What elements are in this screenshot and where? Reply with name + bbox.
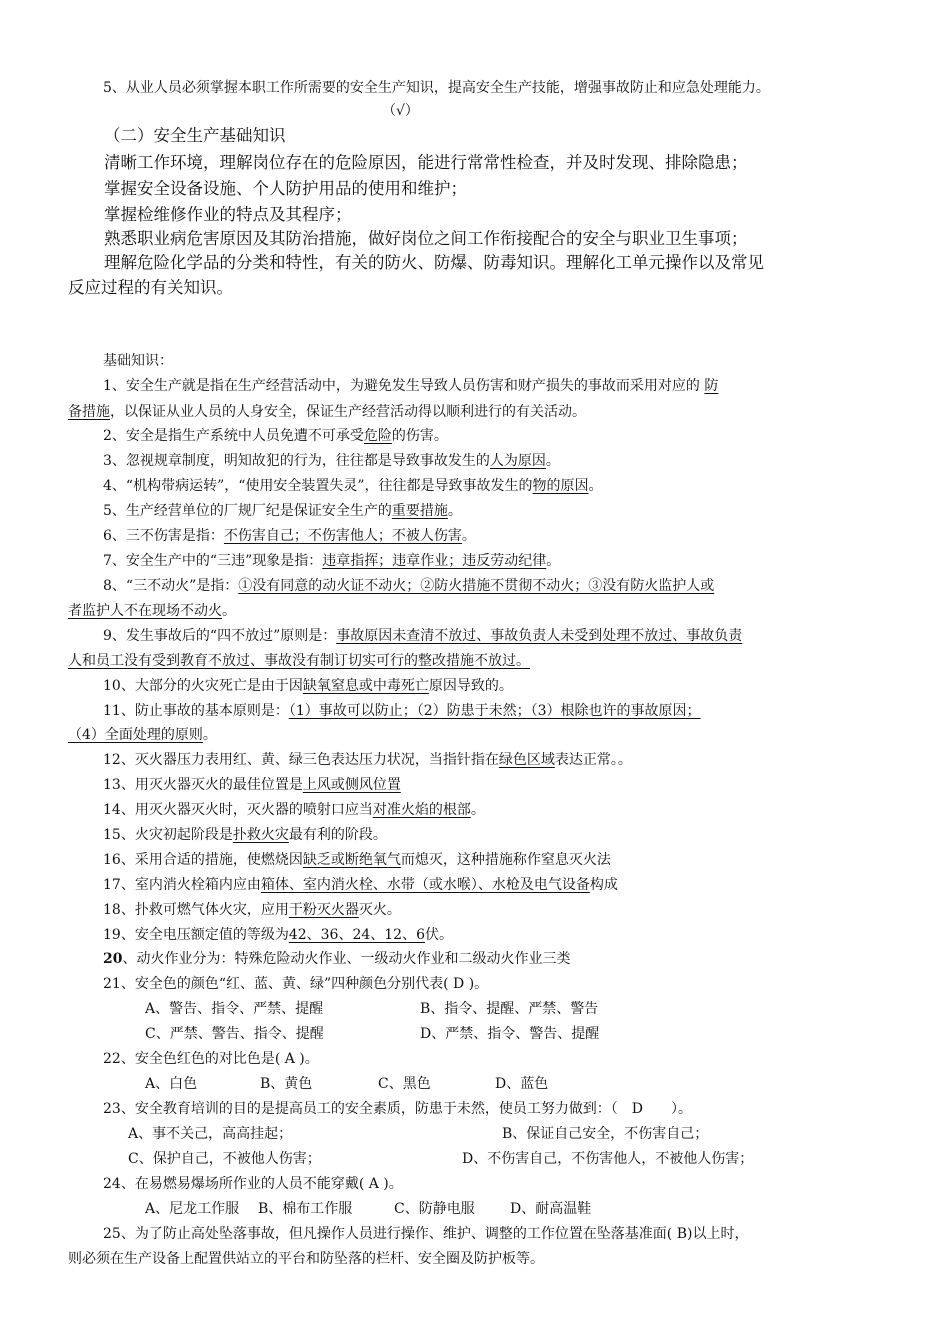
section-paragraph-3: 掌握检维修作业的特点及其程序； xyxy=(104,205,352,224)
option-22-c: C、黑色 xyxy=(378,1076,431,1092)
question-25-cont: 则必须在生产设备上配置供站立的平台和防坠落的栏杆、安全圈及防护板等。 xyxy=(68,1251,544,1267)
answer: 防 xyxy=(704,378,719,394)
option-24-c: C、防静电服 xyxy=(394,1201,475,1217)
answer: 备措施 xyxy=(68,404,110,420)
question-13: 13、用灭火器灭火的最佳位置是上风或侧风位置 xyxy=(103,777,401,793)
question-8-cont: 者监护人不在现场不动火。 xyxy=(68,603,236,619)
question-5: 5、生产经营单位的厂规厂纪是保证安全生产的重要措施。 xyxy=(103,503,462,519)
answer: 缺氧窒息或中毒死亡 xyxy=(302,678,429,694)
answer: 干粉灭火器 xyxy=(288,902,359,918)
answer: 重要措施 xyxy=(391,503,448,519)
option-23-c: C、保护自己，不被他人伤害； xyxy=(128,1151,321,1167)
option-21-c: C、严禁、警告、指令、提醒 xyxy=(145,1026,324,1042)
answer: 危险 xyxy=(363,428,392,444)
question-9-cont xyxy=(68,651,530,673)
question-24: 24、在易燃易爆场所作业的人员不能穿戴( A )。 xyxy=(103,1176,403,1192)
question-1-cont: 备措施，以保证从业人员的人身安全，保证生产经营活动得以顺利进行的有关活动。 xyxy=(68,404,586,420)
question-3: 3、忽视规章制度，明知故犯的行为，往往都是导致事故发生的人为原因。 xyxy=(103,453,560,469)
answer: 事故原因未查清不放过、事故负责人未受到处理不放过、事故负责 xyxy=(336,628,743,644)
question-12: 12、灭火器压力表用红、黄、绿三色表达压力状况，当指针指在绿色区域表达正常。。 xyxy=(103,752,632,768)
question-2: 2、安全是指生产系统中人员免遭不可承受危险的伤害。 xyxy=(103,428,448,444)
answer: ①没有同意的动火证不动火；②防火措施不贯彻不动火；③没有防火监护人或 xyxy=(238,578,715,594)
answer: 不伤害自己；不伤害他人；不被人伤害 xyxy=(223,528,462,544)
option-22-a: A、白色 xyxy=(145,1076,198,1092)
option-24-d: D、耐高温鞋 xyxy=(510,1201,592,1217)
answer: 违章指挥；违章作业；违反劳动纪律 xyxy=(322,553,547,569)
question-16: 16、采用合适的措施，使燃烧因缺乏或断绝氧气而熄灭，这种措施称作窒息灭火法 xyxy=(103,852,611,868)
option-21-d: D、严禁、指令、警告、提醒 xyxy=(420,1026,600,1042)
option-23-b: B、保证自己安全，不伤害自己； xyxy=(502,1126,709,1142)
question-11: 11、防止事故的基本原则是：（1）事故可以防止；（2）防患于未然；（3）根除也许的事故原因； xyxy=(103,703,701,719)
option-21-b: B、指令、提醒、严禁、警告 xyxy=(420,1001,599,1017)
answer: 人和员工没有受到教育不放过、事故没有制订切实可行的整改措施不放过。 xyxy=(68,653,530,669)
answer: 人为原因 xyxy=(489,453,546,469)
option-23-a: A、事不关己，高高挂起； xyxy=(128,1126,293,1142)
question-23: 23、安全教育培训的目的是提高员工的安全素质，防患于未然，使员工努力做到：（ D ）。 xyxy=(103,1101,693,1117)
answer: 42、36、24、12、6 xyxy=(288,927,425,943)
question-1: 1、安全生产就是指在生产经营活动中，为避免发生导致人员伤害和财产损失的事故而采用对应的 防 xyxy=(103,378,719,394)
section-paragraph-5: 理解危险化学品的分类和特性，有关的防火、防爆、防毒知识。理解化工单元操作以及常见 xyxy=(104,253,764,272)
option-23-d: D、不伤害自己，不伤害他人，不被他人伤害； xyxy=(462,1151,754,1167)
question-20: 20、动火作业分为：特殊危险动火作业、一级动火作业和二级动火作业三类 xyxy=(103,951,571,967)
option-24-b: B、棉布工作服 xyxy=(258,1201,353,1217)
question-22: 22、安全色红色的对比色是( A )。 xyxy=(103,1051,319,1067)
option-24-a: A、尼龙工作服 xyxy=(145,1201,240,1217)
section-paragraph-1: 清晰工作环境，理解岗位存在的危险原因，能进行常常性检查，并及时发现、排除隐患； xyxy=(104,153,748,172)
answer: 者监护人不在现场不动火 xyxy=(68,603,222,619)
question-25: 25、为了防止高处坠落事故，但凡操作人员进行操作、维护、调整的工作位置在坠落基准面( B)以上时， xyxy=(103,1226,749,1242)
basics-heading: 基础知识： xyxy=(103,353,173,369)
question-4: 4、“机构带病运转”，“使用安全装置失灵”，往往都是导致事故发生的物的原因。 xyxy=(103,478,603,494)
answer: 扑救火灾 xyxy=(232,827,289,843)
question-6: 6、三不伤害是指：不伤害自己；不伤害他人；不被人伤害。 xyxy=(103,528,476,544)
question-9: 9、发生事故后的“四不放过”原则是：事故原因未查清不放过、事故负责人未受到处理不放过、事故负责 xyxy=(103,628,743,644)
question-11-cont: （4）全面处理的原则。 xyxy=(68,727,217,743)
answer: （1）事故可以防止；（2）防患于未然；（3）根除也许的事故原因； xyxy=(288,703,701,719)
item-5-mark: （√） xyxy=(382,103,419,119)
option-22-b: B、黄色 xyxy=(260,1076,313,1092)
answer: 上风或侧风位置 xyxy=(302,777,401,793)
question-18: 18、扑救可燃气体火灾，应用干粉灭火器灭火。 xyxy=(103,902,401,918)
section-paragraph-4: 熟悉职业病危害原因及其防治措施，做好岗位之间工作衔接配合的安全与职业卫生事项； xyxy=(104,229,748,248)
answer: 物的原因 xyxy=(532,478,589,494)
section-title: （二）安全生产基础知识 xyxy=(104,126,286,145)
question-10: 10、大部分的火灾死亡是由于因缺氧窒息或中毒死亡原因导致的。 xyxy=(103,678,513,694)
question-15: 15、火灾初起阶段是扑救火灾最有利的阶段。 xyxy=(103,827,387,843)
answer: 缺乏或断绝氧气 xyxy=(302,852,401,868)
answer: 箱体、室内消火栓、水带（或水喉）、水枪及电气设备 xyxy=(260,877,590,893)
answer: 绿色区域 xyxy=(498,752,555,768)
question-8: 8、“三不动火”是指：①没有同意的动火证不动火；②防火措施不贯彻不动火；③没有防火监护人或 xyxy=(103,578,715,594)
question-7: 7、安全生产中的“三违”现象是指：违章指挥；违章作业；违反劳动纪律。 xyxy=(103,553,561,569)
question-21: 21、安全色的颜色“红、蓝、黄、绿”四种颜色分别代表( D )。 xyxy=(103,976,489,992)
option-21-a: A、警告、指令、严禁、提醒 xyxy=(145,1001,324,1017)
section-paragraph-5-cont: 反应过程的有关知识。 xyxy=(68,278,233,297)
option-22-d: D、蓝色 xyxy=(495,1076,549,1092)
question-14: 14、用灭火器灭火时，灭火器的喷射口应当对准火焰的根部。 xyxy=(103,802,485,818)
answer: （4）全面处理的原则 xyxy=(68,727,203,743)
question-19: 19、安全电压额定值的等级为42、36、24、12、6伏。 xyxy=(103,927,453,943)
section-paragraph-2: 掌握安全设备设施、个人防护用品的使用和维护； xyxy=(104,179,467,198)
question-17: 17、室内消火栓箱内应由箱体、室内消火栓、水带（或水喉）、水枪及电气设备构成 xyxy=(103,877,618,893)
answer: 对准火焰的根部 xyxy=(372,802,471,818)
item-5: 5、从业人员必须掌握本职工作所需要的安全生产知识，提高安全生产技能，增强事故防止和应急处理能力。 xyxy=(103,80,770,96)
